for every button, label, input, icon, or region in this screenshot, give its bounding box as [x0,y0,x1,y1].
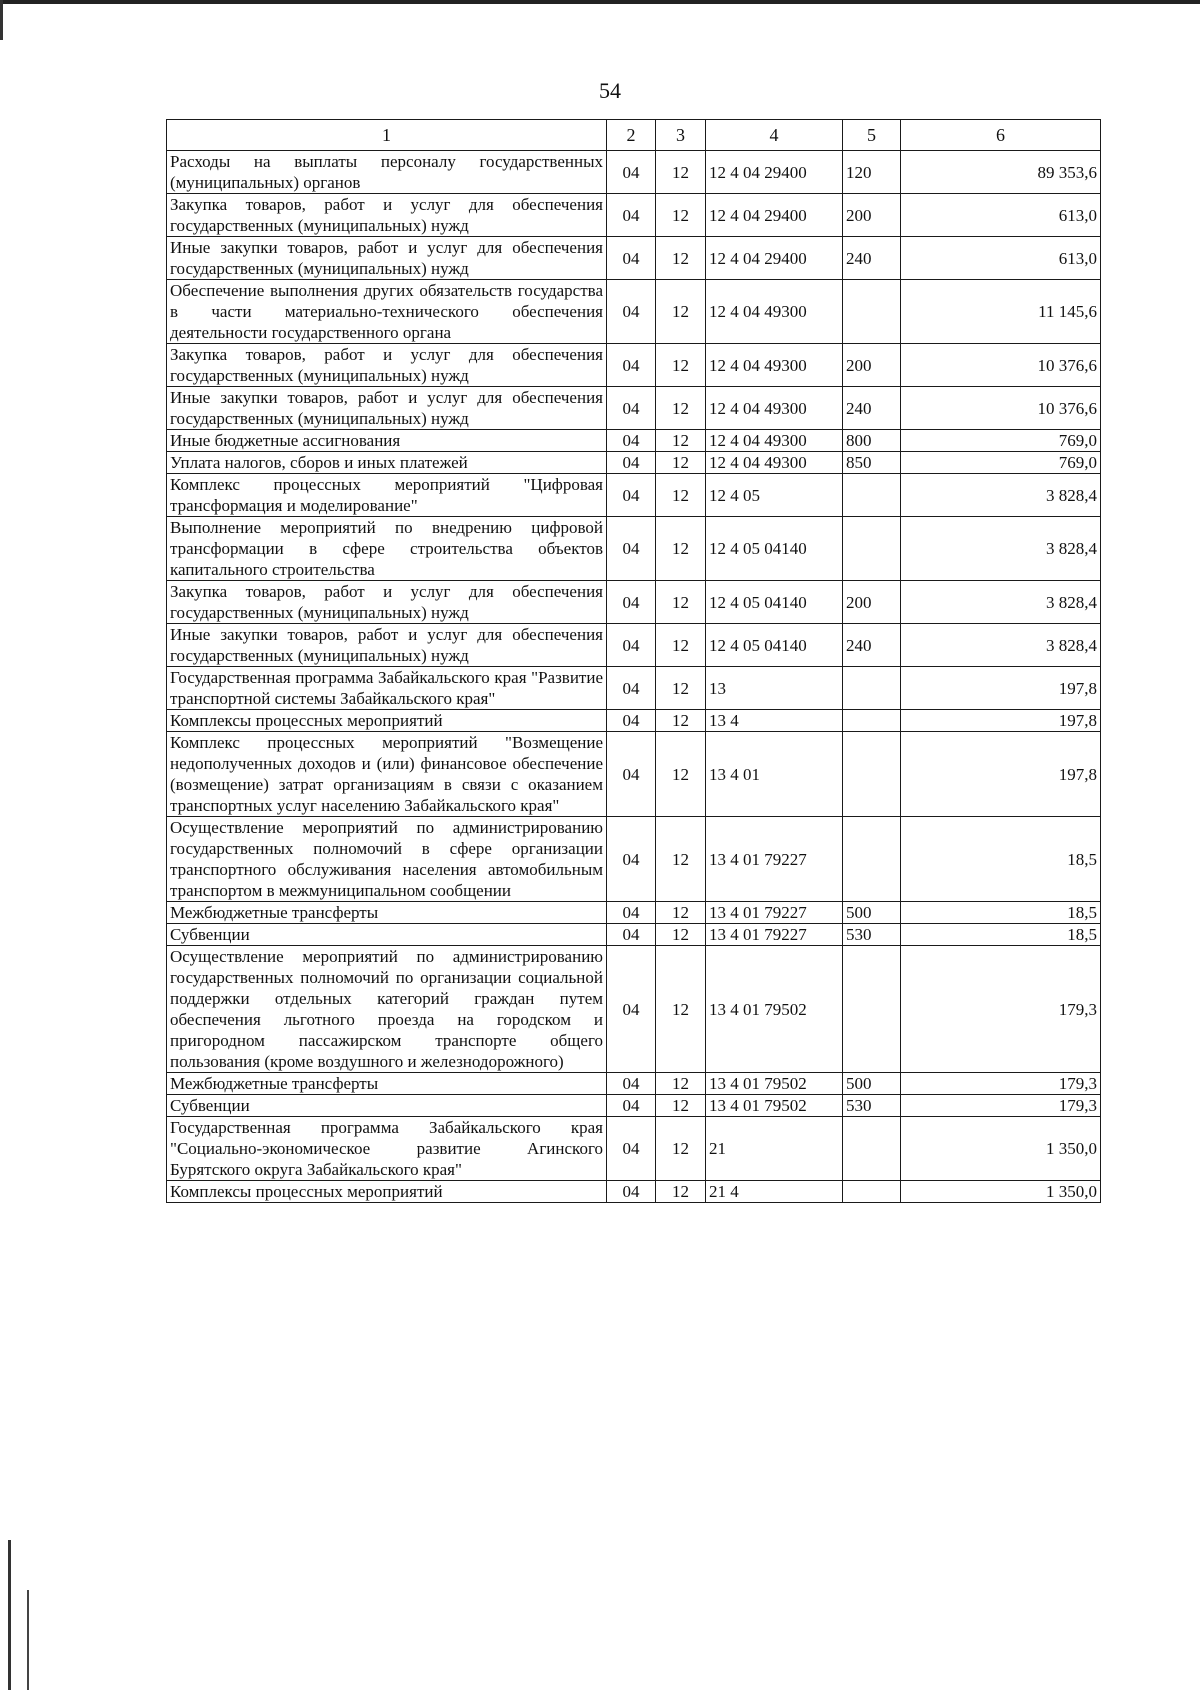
row-name: Комплекс процессных мероприятий "Цифровая трансформация и моделирование" [167,474,607,517]
row-section: 04 [607,387,656,430]
table-row [167,151,1101,194]
row-section: 04 [607,624,656,667]
row-target-code: 12 4 05 04140 [706,624,843,667]
row-subsection: 12 [656,151,706,194]
row-subsection: 12 [656,667,706,710]
budget-table [166,119,1101,1203]
row-expense-type: 800 [843,430,901,452]
row-name: Субвенции [167,1095,607,1117]
table-row [167,237,1101,280]
row-expense-type: 850 [843,452,901,474]
header-cell: 3 [656,120,706,151]
row-amount: 769,0 [901,452,1101,474]
scan-border-left [0,0,3,40]
table-row [167,581,1101,624]
row-target-code: 12 4 04 29400 [706,237,843,280]
row-target-code: 13 4 01 79502 [706,1073,843,1095]
row-expense-type: 200 [843,194,901,237]
row-subsection: 12 [656,387,706,430]
row-section: 04 [607,667,656,710]
row-expense-type: 530 [843,1095,901,1117]
row-subsection: 12 [656,194,706,237]
row-subsection: 12 [656,710,706,732]
row-amount: 769,0 [901,430,1101,452]
row-amount: 89 353,6 [901,151,1101,194]
header-row [167,120,1101,151]
row-subsection: 12 [656,732,706,817]
row-target-code: 12 4 04 49300 [706,430,843,452]
row-section: 04 [607,517,656,581]
row-subsection: 12 [656,280,706,344]
row-section: 04 [607,902,656,924]
row-expense-type [843,667,901,710]
row-amount: 18,5 [901,924,1101,946]
table-row [167,1181,1101,1203]
row-name: Иные бюджетные ассигнования [167,430,607,452]
row-section: 04 [607,430,656,452]
row-name: Закупка товаров, работ и услуг для обеспечения государственных (муниципальных) нужд [167,581,607,624]
table-row [167,1095,1101,1117]
row-name: Межбюджетные трансферты [167,902,607,924]
row-expense-type [843,1181,901,1203]
header-cell: 1 [167,120,607,151]
row-expense-type: 240 [843,624,901,667]
row-subsection: 12 [656,581,706,624]
row-amount: 3 828,4 [901,581,1101,624]
row-amount: 179,3 [901,1073,1101,1095]
row-name: Осуществление мероприятий по администрированию государственных полномочий в сфере организации транспортного обслуживания населения автомобильным транспортом в межмуниципальном сообщении [167,817,607,902]
row-target-code: 13 4 [706,710,843,732]
row-expense-type [843,732,901,817]
table-row [167,732,1101,817]
row-name: Уплата налогов, сборов и иных платежей [167,452,607,474]
row-expense-type: 240 [843,387,901,430]
row-section: 04 [607,452,656,474]
table-row [167,452,1101,474]
row-target-code: 13 4 01 [706,732,843,817]
page-number: 54 [599,78,621,103]
row-name: Государственная программа Забайкальского края "Развитие транспортной системы Забайкальского края" [167,667,607,710]
row-amount: 613,0 [901,194,1101,237]
row-subsection: 12 [656,1095,706,1117]
row-section: 04 [607,151,656,194]
row-target-code: 13 4 01 79227 [706,924,843,946]
row-expense-type: 120 [843,151,901,194]
row-name: Закупка товаров, работ и услуг для обеспечения государственных (муниципальных) нужд [167,344,607,387]
row-target-code: 12 4 04 49300 [706,387,843,430]
table-row [167,344,1101,387]
row-name: Расходы на выплаты персоналу государственных (муниципальных) органов [167,151,607,194]
row-name: Закупка товаров, работ и услуг для обеспечения государственных (муниципальных) нужд [167,194,607,237]
row-amount: 3 828,4 [901,624,1101,667]
row-expense-type: 530 [843,924,901,946]
row-subsection: 12 [656,946,706,1073]
row-section: 04 [607,344,656,387]
table-row [167,667,1101,710]
row-target-code: 12 4 05 04140 [706,581,843,624]
row-section: 04 [607,732,656,817]
row-target-code: 13 4 01 79227 [706,902,843,924]
row-amount: 3 828,4 [901,474,1101,517]
row-subsection: 12 [656,474,706,517]
row-subsection: 12 [656,817,706,902]
table-row [167,517,1101,581]
table-row [167,1117,1101,1181]
row-target-code: 12 4 04 49300 [706,344,843,387]
row-section: 04 [607,581,656,624]
table-row [167,902,1101,924]
row-target-code: 13 [706,667,843,710]
row-amount: 1 350,0 [901,1181,1101,1203]
table-row [167,924,1101,946]
row-name: Комплексы процессных мероприятий [167,710,607,732]
row-subsection: 12 [656,924,706,946]
row-amount: 3 828,4 [901,517,1101,581]
row-target-code: 13 4 01 79502 [706,1095,843,1117]
row-section: 04 [607,1073,656,1095]
row-subsection: 12 [656,1181,706,1203]
row-expense-type: 500 [843,902,901,924]
row-section: 04 [607,1095,656,1117]
table-row [167,387,1101,430]
row-section: 04 [607,946,656,1073]
row-expense-type: 200 [843,581,901,624]
row-name: Субвенции [167,924,607,946]
table-row [167,710,1101,732]
table-row [167,430,1101,452]
table-row [167,1073,1101,1095]
row-subsection: 12 [656,1073,706,1095]
row-subsection: 12 [656,1117,706,1181]
row-name: Государственная программа Забайкальского края "Социально-экономическое развитие Агинского Бурятского округа Забайкальского края" [167,1117,607,1181]
row-amount: 1 350,0 [901,1117,1101,1181]
row-amount: 179,3 [901,1095,1101,1117]
header-cell: 6 [901,120,1101,151]
row-name: Выполнение мероприятий по внедрению цифровой трансформации в сфере строительства объектов капитального строительства [167,517,607,581]
table-row [167,474,1101,517]
row-target-code: 13 4 01 79502 [706,946,843,1073]
scan-border-top [0,0,1200,4]
row-amount: 18,5 [901,902,1101,924]
table-row [167,817,1101,902]
row-subsection: 12 [656,237,706,280]
row-target-code: 12 4 05 [706,474,843,517]
row-section: 04 [607,710,656,732]
row-target-code: 12 4 04 29400 [706,194,843,237]
row-expense-type [843,474,901,517]
row-expense-type [843,517,901,581]
row-name: Иные закупки товаров, работ и услуг для обеспечения государственных (муниципальных) нужд [167,387,607,430]
header-cell: 2 [607,120,656,151]
row-section: 04 [607,474,656,517]
row-section: 04 [607,924,656,946]
row-amount: 197,8 [901,667,1101,710]
row-subsection: 12 [656,624,706,667]
row-target-code: 21 [706,1117,843,1181]
row-subsection: 12 [656,344,706,387]
row-expense-type [843,946,901,1073]
row-target-code: 12 4 04 29400 [706,151,843,194]
row-expense-type [843,710,901,732]
row-section: 04 [607,1181,656,1203]
row-target-code: 21 4 [706,1181,843,1203]
row-expense-type [843,817,901,902]
table-row [167,194,1101,237]
row-name: Комплекс процессных мероприятий "Возмещение недополученных доходов и (или) финансовое обеспечение (возмещение) затрат организациям в связи с оказанием транспортных услуг населению Забайкальского края" [167,732,607,817]
row-name: Межбюджетные трансферты [167,1073,607,1095]
row-subsection: 12 [656,902,706,924]
table-row [167,624,1101,667]
row-amount: 11 145,6 [901,280,1101,344]
row-amount: 613,0 [901,237,1101,280]
row-subsection: 12 [656,452,706,474]
row-target-code: 13 4 01 79227 [706,817,843,902]
row-name: Осуществление мероприятий по администрированию государственных полномочий по организации социальной поддержки отдельных категорий граждан путем обеспечения льготного проезда на городском и пригородном пассажирском транспорте общего пользования (кроме воздушного и железнодорожного) [167,946,607,1073]
scan-border-bottom-left-2 [27,1590,29,1690]
row-amount: 10 376,6 [901,344,1101,387]
row-section: 04 [607,280,656,344]
header-cell: 4 [706,120,843,151]
row-target-code: 12 4 04 49300 [706,280,843,344]
table-row [167,280,1101,344]
row-subsection: 12 [656,430,706,452]
table-row [167,946,1101,1073]
row-expense-type: 500 [843,1073,901,1095]
row-subsection: 12 [656,517,706,581]
row-expense-type [843,280,901,344]
header-cell: 5 [843,120,901,151]
row-amount: 18,5 [901,817,1101,902]
row-name: Иные закупки товаров, работ и услуг для обеспечения государственных (муниципальных) нужд [167,624,607,667]
row-section: 04 [607,237,656,280]
row-target-code: 12 4 05 04140 [706,517,843,581]
row-section: 04 [607,817,656,902]
row-expense-type [843,1117,901,1181]
row-section: 04 [607,194,656,237]
row-expense-type: 240 [843,237,901,280]
row-expense-type: 200 [843,344,901,387]
scan-border-bottom-left [8,1540,11,1690]
row-name: Иные закупки товаров, работ и услуг для обеспечения государственных (муниципальных) нужд [167,237,607,280]
row-target-code: 12 4 04 49300 [706,452,843,474]
row-section: 04 [607,1117,656,1181]
row-name: Обеспечение выполнения других обязательств государства в части материально-технического обеспечения деятельности государственного органа [167,280,607,344]
row-name: Комплексы процессных мероприятий [167,1181,607,1203]
row-amount: 197,8 [901,732,1101,817]
row-amount: 179,3 [901,946,1101,1073]
row-amount: 197,8 [901,710,1101,732]
row-amount: 10 376,6 [901,387,1101,430]
